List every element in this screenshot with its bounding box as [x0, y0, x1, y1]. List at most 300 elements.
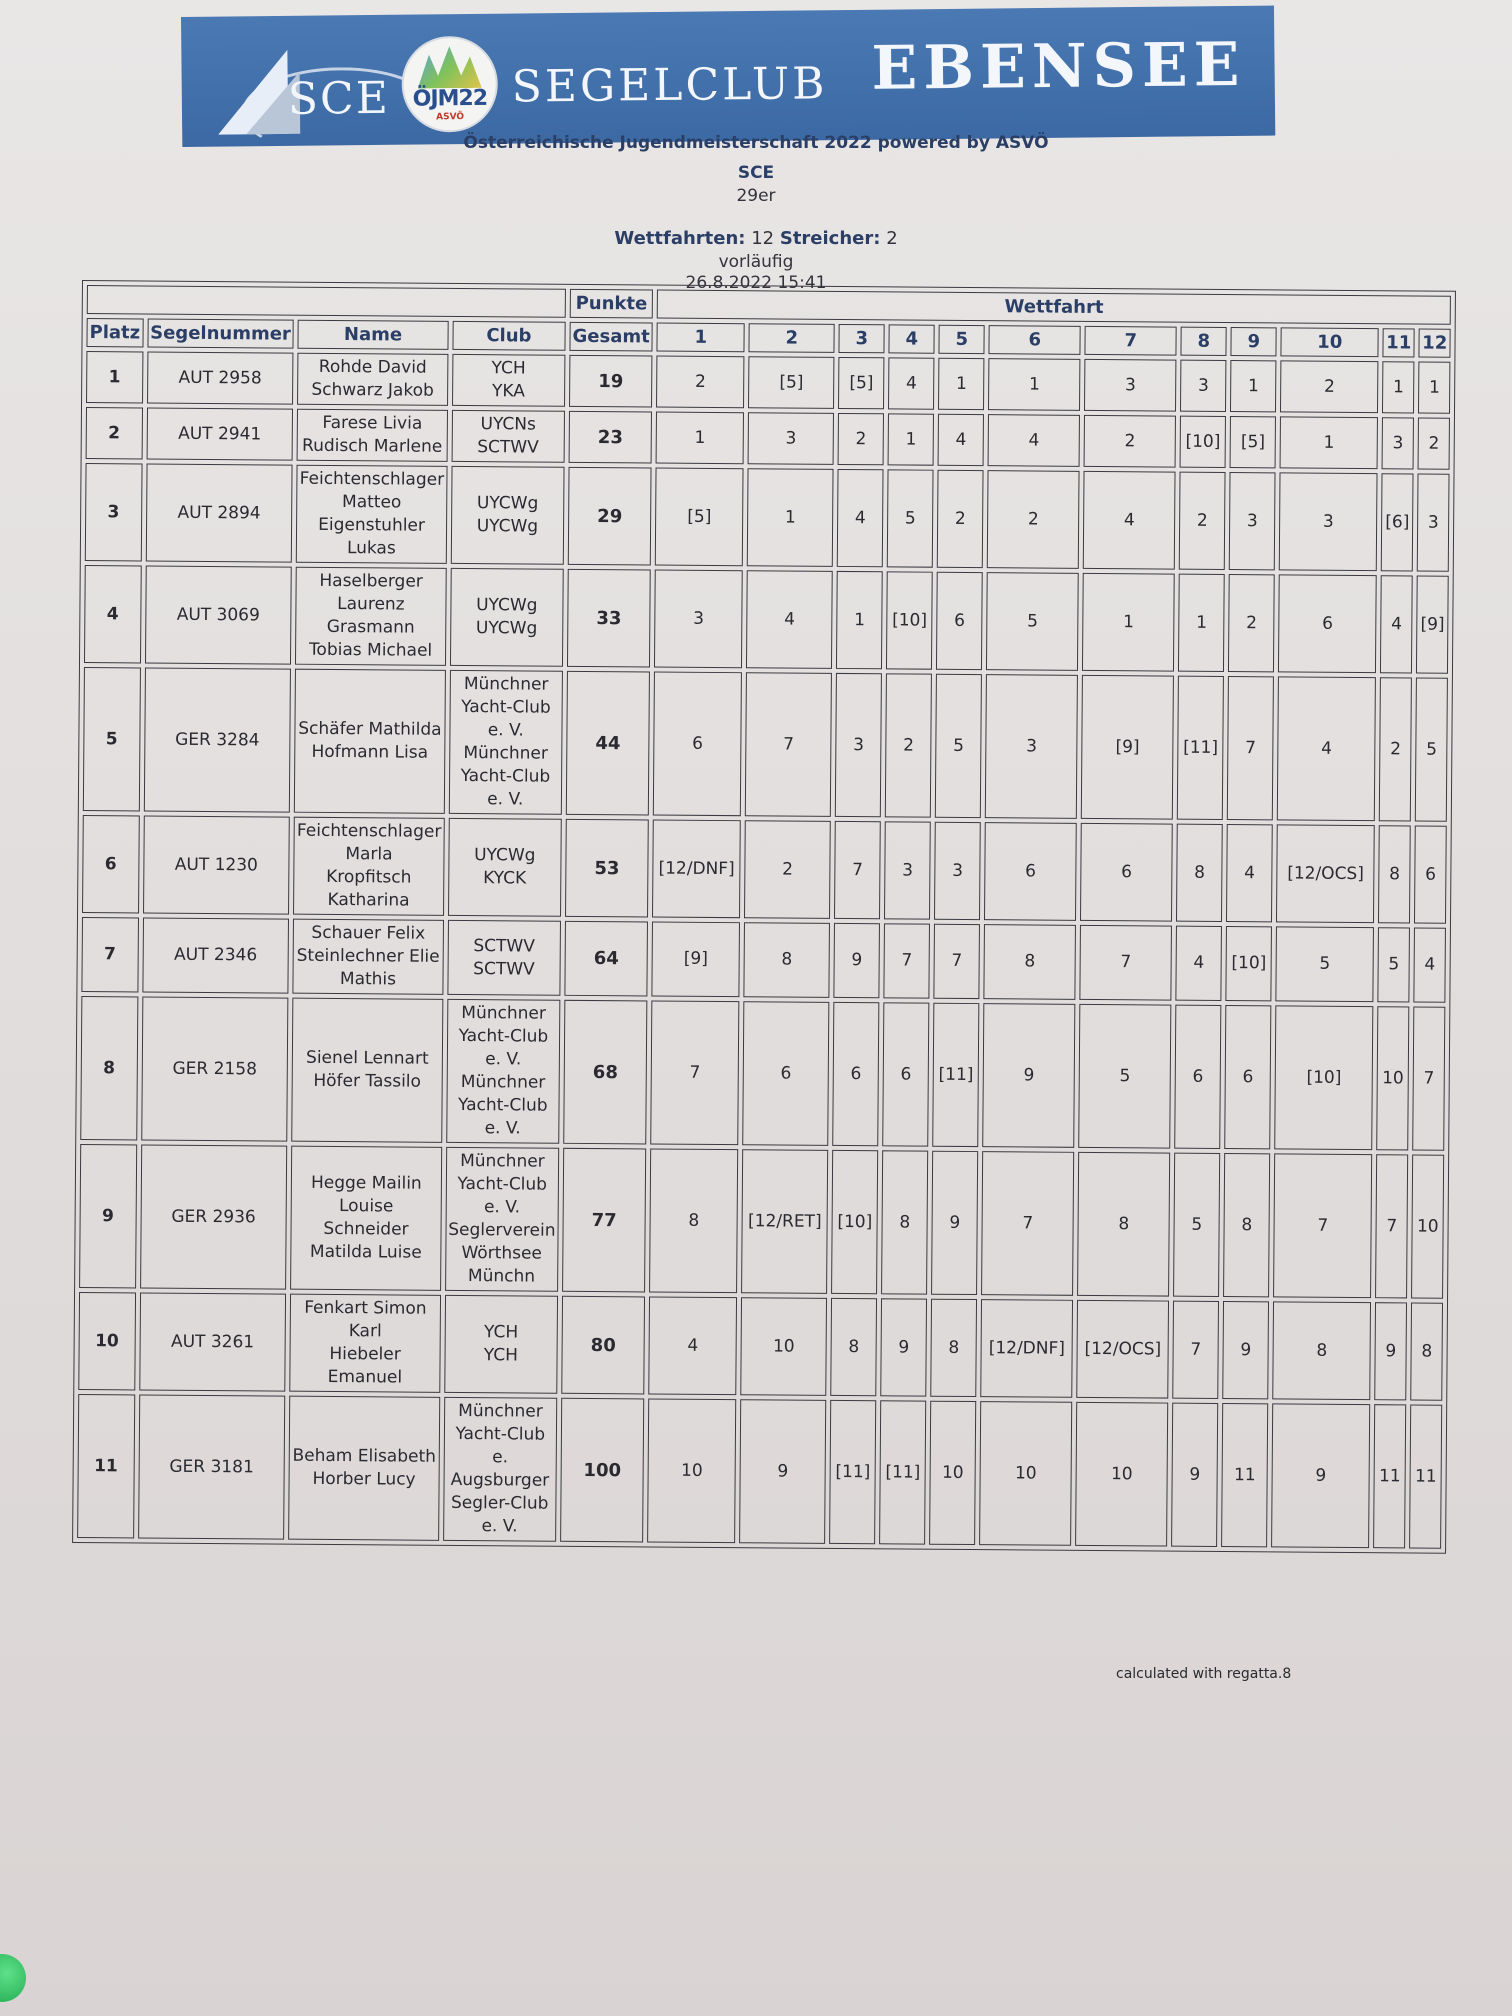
- name-cell: [288, 1396, 440, 1541]
- race-7-cell: 5: [1078, 1004, 1171, 1149]
- race-6-cell: [12/DNF]: [980, 1299, 1073, 1398]
- race-3-cell: 9: [834, 923, 881, 998]
- club-cell: [449, 670, 563, 815]
- race-6-cell: 7: [981, 1151, 1074, 1296]
- name-cell: [297, 409, 448, 462]
- race-8-cell: 5: [1173, 1153, 1220, 1297]
- race-5-cell: [11]: [932, 1003, 979, 1147]
- badge-text: ÖJM22: [412, 85, 488, 112]
- race-6-cell: 1: [988, 358, 1080, 411]
- name-cell-line: Farese Livia: [322, 412, 423, 434]
- table-row: [79, 1144, 1444, 1299]
- badge-sub-text: ASVÖ: [436, 112, 465, 123]
- club-cell-line: Münchner: [458, 1400, 543, 1422]
- total-points-cell: 29: [568, 467, 652, 566]
- club-cell-line: e. V.: [487, 720, 524, 741]
- col-race-3: 3: [839, 324, 885, 353]
- race-11-cell: [6]: [1381, 473, 1414, 571]
- table-row: [86, 351, 1451, 414]
- total-points-cell: 44: [566, 671, 650, 816]
- race-10-cell: 8: [1272, 1301, 1371, 1400]
- total-points-cell: 53: [565, 819, 649, 918]
- club-cell: [446, 999, 560, 1144]
- race-11-cell: 9: [1374, 1302, 1407, 1400]
- name-cell-line: Tobias Michael: [308, 639, 433, 661]
- club-cell-line: UYCWg: [475, 618, 538, 639]
- col-segelnummer: Segelnummer: [147, 319, 294, 349]
- name-cell-line: Horber Lucy: [312, 1468, 416, 1490]
- name-cell-line: Grasmann: [326, 616, 415, 638]
- name-cell-line: Steinlechner Elie: [296, 945, 440, 967]
- club-cell-line: UYCNs: [480, 414, 536, 435]
- result-date: 26.8.2022 15:41: [685, 273, 827, 293]
- race-6-cell: 5: [986, 572, 1079, 671]
- club-cell: [451, 410, 565, 463]
- race-7-cell: [12/OCS]: [1076, 1300, 1169, 1399]
- name-cell-line: Emanuel: [327, 1366, 403, 1388]
- race-11-cell: 1: [1382, 361, 1414, 413]
- race-1-cell: [9]: [652, 921, 741, 997]
- platz-cell: 2: [86, 407, 143, 459]
- discards-label: Streicher:: [779, 228, 881, 249]
- club-cell-line: Yacht-Club: [458, 1094, 548, 1116]
- race-7-cell: 7: [1080, 925, 1173, 1001]
- club-cell: [447, 920, 561, 996]
- race-9-cell: 3: [1229, 472, 1276, 570]
- race-6-cell: 3: [985, 674, 1078, 819]
- race-5-cell: 7: [934, 924, 981, 999]
- total-points-cell: 77: [562, 1148, 646, 1293]
- race-8-cell: 9: [1171, 1403, 1218, 1547]
- club-cell: [452, 354, 566, 407]
- club-cell-line: SCTWV: [477, 437, 539, 458]
- race-7-cell: 8: [1077, 1152, 1170, 1297]
- race-4-cell: 2: [885, 673, 932, 817]
- total-points-cell: 23: [569, 411, 653, 464]
- name-cell-line: Laurenz: [337, 594, 405, 615]
- name-cell-line: Matilda Luise: [309, 1241, 422, 1263]
- sail-number-cell: AUT 2958: [147, 352, 294, 405]
- race-2-cell: 8: [744, 922, 831, 998]
- name-cell-line: Schauer Felix: [311, 922, 426, 944]
- race-9-cell: 4: [1226, 824, 1273, 922]
- race-11-cell: 10: [1376, 1006, 1409, 1150]
- race-9-cell: 1: [1230, 360, 1276, 412]
- name-cell-line: Eigenstuhler: [318, 514, 426, 536]
- race-3-cell: 4: [837, 469, 884, 567]
- race-11-cell: 11: [1373, 1404, 1406, 1548]
- col-club: Club: [452, 321, 566, 351]
- race-7-cell: 6: [1080, 823, 1173, 922]
- name-cell: [293, 919, 444, 995]
- event-title: Österreichische Jugendmeisterschaft 2022 powered by ASVÖ: [463, 133, 1049, 153]
- race-2-cell: 4: [746, 570, 833, 669]
- club-cell-line: Yacht-Club: [461, 696, 551, 718]
- platz-cell: 5: [83, 667, 141, 811]
- platz-cell: 7: [81, 917, 138, 992]
- col-race-10: 10: [1281, 327, 1379, 357]
- race-7-cell: 2: [1084, 415, 1176, 468]
- race-9-cell: [5]: [1230, 416, 1276, 468]
- club-cell-line: Münchner: [460, 1071, 546, 1093]
- race-10-cell: 4: [1277, 676, 1376, 821]
- race-1-cell: [12/DNF]: [652, 820, 741, 919]
- race-5-cell: 8: [930, 1299, 977, 1397]
- race-11-cell: 2: [1379, 677, 1412, 821]
- race-12-cell: 1: [1418, 362, 1450, 414]
- club-name: SEGELCLUB: [511, 58, 828, 113]
- name-cell-line: Rudisch Marlene: [301, 435, 443, 457]
- name-cell-line: Matteo: [342, 492, 402, 513]
- race-4-cell: 5: [887, 469, 934, 567]
- race-6-cell: 8: [984, 924, 1077, 1000]
- race-12-cell: 10: [1411, 1154, 1444, 1298]
- table-row: [85, 463, 1450, 572]
- club-cell: [450, 568, 564, 667]
- sail-number-cell: GER 2936: [140, 1144, 288, 1289]
- col-race-12: 12: [1419, 329, 1451, 358]
- club-cell-line: e. V.: [481, 1516, 518, 1537]
- race-5-cell: 10: [929, 1401, 976, 1545]
- races-value: 12: [751, 228, 775, 249]
- race-2-cell: 6: [742, 1001, 829, 1146]
- club-cell-line: Augsburger: [450, 1469, 550, 1491]
- race-11-cell: 7: [1375, 1154, 1408, 1298]
- sail-number-cell: AUT 2941: [146, 408, 293, 461]
- name-cell: [290, 1146, 442, 1291]
- club-cell-line: Yacht-Club: [457, 1173, 548, 1195]
- race-9-cell: 7: [1227, 676, 1274, 820]
- race-11-cell: 3: [1382, 417, 1414, 469]
- table-row: [83, 667, 1448, 822]
- results-body: [77, 351, 1450, 1549]
- race-1-cell: 1: [656, 412, 744, 465]
- table-row: [78, 1292, 1443, 1401]
- col-race-2: 2: [749, 323, 835, 353]
- table-row: [81, 917, 1446, 1003]
- club-cell-line: UYCWg: [476, 516, 539, 537]
- ojm22-badge-icon: [401, 36, 498, 133]
- race-8-cell: 4: [1176, 926, 1223, 1001]
- table-row: [82, 815, 1447, 924]
- race-4-cell: 9: [880, 1298, 927, 1396]
- race-5-cell: 4: [938, 414, 984, 466]
- platz-cell: 11: [77, 1394, 135, 1538]
- race-8-cell: [11]: [1177, 676, 1224, 820]
- race-6-cell: 9: [982, 1003, 1075, 1148]
- discards-value: 2: [886, 228, 898, 249]
- race-11-cell: 8: [1378, 825, 1411, 923]
- host-club: SCE: [737, 163, 775, 183]
- name-cell-line: Mathis: [339, 969, 397, 990]
- race-11-cell: 4: [1380, 575, 1413, 673]
- race-4-cell: 1: [888, 413, 934, 465]
- race-3-cell: 7: [834, 821, 881, 919]
- name-cell: [294, 669, 446, 814]
- race-8-cell: 1: [1178, 574, 1225, 672]
- race-8-cell: 2: [1179, 472, 1226, 570]
- footer-credit: calculated with regatta.8: [1116, 1666, 1292, 1682]
- platz-cell: 3: [85, 463, 142, 561]
- race-3-cell: 1: [836, 571, 883, 669]
- club-cell-line: UYCWg: [474, 845, 536, 866]
- race-8-cell: [10]: [1180, 416, 1226, 468]
- club-cell: [445, 1147, 559, 1292]
- results-table-wrapper: [72, 280, 1456, 1554]
- col-race-9: 9: [1231, 327, 1277, 356]
- race-3-cell: [10]: [831, 1150, 878, 1294]
- race-2-cell: 7: [745, 672, 832, 817]
- name-cell: [297, 353, 448, 406]
- table-row: [84, 565, 1449, 674]
- sail-number-cell: AUT 3261: [139, 1292, 286, 1391]
- boat-class: 29er: [736, 186, 776, 206]
- race-1-cell: 2: [656, 356, 744, 409]
- sce-logo-text: SCE: [287, 72, 391, 125]
- race-5-cell: 1: [938, 358, 984, 410]
- race-4-cell: 8: [881, 1150, 928, 1294]
- race-10-cell: 7: [1273, 1153, 1372, 1298]
- name-cell-line: Sienel Lennart: [305, 1047, 429, 1069]
- race-12-cell: 4: [1414, 927, 1447, 1002]
- col-race-4: 4: [889, 324, 935, 353]
- sail-number-cell: AUT 3069: [145, 566, 292, 665]
- race-10-cell: 9: [1271, 1403, 1370, 1548]
- race-7-cell: [9]: [1081, 675, 1174, 820]
- name-cell: [290, 1294, 441, 1393]
- sail-number-cell: AUT 2894: [145, 464, 292, 563]
- col-race-11: 11: [1383, 328, 1415, 357]
- club-cell-line: Münchn: [467, 1266, 536, 1287]
- race-3-cell: [11]: [829, 1400, 876, 1544]
- race-4-cell: 3: [884, 821, 931, 919]
- race-8-cell: 3: [1180, 360, 1226, 412]
- total-points-cell: 64: [564, 921, 648, 997]
- name-cell-line: Fenkart Simon: [304, 1297, 427, 1319]
- club-cell-line: Yacht-Club: [455, 1423, 546, 1445]
- race-2-cell: [5]: [748, 356, 834, 409]
- name-cell-line: Hofmann Lisa: [311, 741, 429, 763]
- club-cell-line: Segler-Club: [450, 1492, 549, 1514]
- club-cell-line: Münchner: [463, 674, 549, 695]
- race-1-cell: 10: [647, 1398, 736, 1543]
- club-cell-line: Münchner: [461, 1003, 546, 1024]
- name-cell-line: Feichtenschlager: [299, 468, 445, 490]
- race-3-cell: 2: [838, 413, 884, 465]
- race-10-cell: 6: [1278, 574, 1377, 673]
- race-6-cell: 4: [988, 414, 1080, 467]
- race-9-cell: 8: [1223, 1153, 1270, 1297]
- race-2-cell: 1: [747, 468, 834, 567]
- club-city: EBENSEE: [871, 29, 1246, 104]
- club-cell-line: SCTWV: [473, 958, 535, 980]
- total-points-cell: 80: [561, 1296, 645, 1395]
- race-5-cell: 3: [934, 822, 981, 920]
- club-cell-line: Seglerverein: [448, 1219, 556, 1241]
- club-cell-line: KYCK: [483, 868, 527, 889]
- race-8-cell: 7: [1172, 1301, 1219, 1399]
- race-2-cell: 10: [740, 1297, 827, 1396]
- club-cell-line: YCH: [483, 1345, 519, 1366]
- race-11-cell: 5: [1378, 927, 1411, 1002]
- race-6-cell: 2: [987, 470, 1080, 569]
- club-cell: [450, 466, 564, 565]
- club-cell-line: YKA: [491, 381, 525, 402]
- race-2-cell: [12/RET]: [741, 1149, 828, 1294]
- col-gesamt: Gesamt: [569, 322, 652, 352]
- name-cell-line: Hiebeler: [329, 1343, 401, 1365]
- club-cell-line: e. V.: [485, 1049, 522, 1070]
- race-4-cell: 4: [888, 357, 934, 409]
- race-6-cell: 10: [979, 1401, 1072, 1546]
- race-4-cell: [11]: [879, 1400, 926, 1544]
- race-10-cell: [10]: [1274, 1005, 1373, 1150]
- race-10-cell: 2: [1280, 360, 1378, 413]
- race-3-cell: [5]: [838, 357, 884, 409]
- race-10-cell: 5: [1276, 926, 1375, 1002]
- race-5-cell: 2: [937, 470, 984, 568]
- race-7-cell: 10: [1075, 1402, 1168, 1547]
- race-7-cell: 4: [1083, 471, 1176, 570]
- table-row: [77, 1394, 1442, 1549]
- col-name: Name: [298, 320, 449, 350]
- name-cell: [296, 465, 447, 564]
- race-4-cell: 7: [884, 923, 931, 998]
- race-10-cell: 1: [1280, 416, 1378, 469]
- platz-cell: 6: [82, 815, 139, 913]
- sail-number-cell: AUT 2346: [142, 917, 289, 993]
- sail-number-cell: GER 3284: [143, 668, 291, 813]
- club-cell-line: YCH: [491, 358, 526, 379]
- races-summary: [0, 228, 1512, 249]
- club-cell-line: e.: [492, 1447, 509, 1468]
- club-banner: [181, 6, 1275, 147]
- race-10-cell: [12/OCS]: [1276, 824, 1375, 923]
- total-points-cell: 100: [560, 1398, 644, 1543]
- result-status: vorläufig: [718, 252, 794, 272]
- race-4-cell: [10]: [886, 571, 933, 669]
- name-cell-line: Höfer Tassilo: [313, 1070, 422, 1092]
- race-8-cell: 6: [1174, 1005, 1221, 1149]
- race-12-cell: [9]: [1416, 575, 1449, 673]
- race-7-cell: 3: [1084, 359, 1176, 412]
- platz-cell: 8: [80, 996, 138, 1140]
- sail-number-cell: AUT 1230: [143, 815, 290, 914]
- race-12-cell: 5: [1415, 677, 1448, 821]
- race-1-cell: [5]: [655, 468, 744, 567]
- race-9-cell: 2: [1228, 574, 1275, 672]
- platz-cell: 10: [78, 1292, 135, 1390]
- name-cell-line: Beham Elisabeth: [292, 1445, 437, 1467]
- race-3-cell: 8: [830, 1298, 877, 1396]
- table-row: [80, 996, 1445, 1151]
- col-race-6: 6: [989, 325, 1081, 355]
- race-12-cell: 6: [1414, 825, 1447, 923]
- col-race-1: 1: [657, 323, 745, 353]
- race-12-cell: 8: [1410, 1302, 1443, 1400]
- club-cell-line: Wörthsee: [461, 1243, 542, 1264]
- col-platz: Platz: [86, 318, 143, 347]
- race-9-cell: 11: [1221, 1403, 1268, 1547]
- header-blank: [87, 285, 566, 318]
- club-cell-line: e. V.: [483, 1197, 521, 1218]
- col-race-5: 5: [939, 325, 985, 354]
- wettfahrt-header: Wettfahrt: [657, 290, 1451, 325]
- platz-cell: 1: [86, 351, 143, 403]
- col-race-8: 8: [1181, 327, 1227, 356]
- total-points-cell: 68: [563, 1000, 647, 1145]
- club-cell-line: Yacht-Club: [458, 1025, 549, 1047]
- name-cell-line: Karl: [348, 1321, 382, 1342]
- race-2-cell: 9: [739, 1399, 826, 1544]
- name-cell-line: Schwarz Jakob: [311, 379, 434, 401]
- results-table: [72, 280, 1456, 1554]
- race-9-cell: 6: [1224, 1005, 1271, 1149]
- race-12-cell: 7: [1412, 1006, 1445, 1150]
- club-cell-line: YCH: [483, 1322, 519, 1343]
- club-cell-line: Yacht-Club: [460, 765, 551, 787]
- club-cell-line: Münchner: [460, 1150, 545, 1172]
- sail-number-cell: GER 2158: [141, 996, 289, 1141]
- race-9-cell: 9: [1222, 1301, 1269, 1399]
- race-9-cell: [10]: [1226, 926, 1273, 1001]
- club-cell-line: UYCWg: [476, 595, 538, 616]
- name-cell-line: Lukas: [346, 538, 396, 559]
- club-cell-line: Münchner: [463, 743, 548, 764]
- race-2-cell: 2: [744, 820, 831, 919]
- punkte-header: Punkte: [570, 289, 653, 319]
- race-8-cell: 8: [1176, 824, 1223, 922]
- name-cell-line: Marla: [345, 844, 393, 865]
- race-1-cell: 6: [653, 672, 742, 817]
- race-12-cell: 3: [1417, 473, 1450, 571]
- race-5-cell: 6: [936, 572, 983, 670]
- club-cell: [444, 1295, 558, 1394]
- race-2-cell: 3: [748, 412, 834, 465]
- race-1-cell: 7: [650, 1000, 739, 1145]
- race-12-cell: 11: [1409, 1404, 1442, 1548]
- name-cell-line: Louise: [338, 1196, 394, 1217]
- race-6-cell: 6: [984, 822, 1077, 921]
- club-cell: [448, 818, 562, 917]
- platz-cell: 9: [79, 1144, 137, 1288]
- name-cell-line: Hegge Mailin: [310, 1172, 422, 1194]
- name-cell-line: Schneider: [323, 1218, 409, 1240]
- name-cell-line: Schäfer Mathilda: [298, 718, 442, 740]
- table-row: [86, 407, 1451, 470]
- club-cell-line: SCTWV: [473, 935, 535, 957]
- race-5-cell: 9: [931, 1151, 978, 1295]
- name-cell: [292, 998, 444, 1143]
- sail-number-cell: GER 3181: [138, 1394, 286, 1539]
- club-cell-line: e. V.: [487, 789, 524, 810]
- name-cell-line: Rohde David: [318, 356, 427, 378]
- mountain-peaks-icon: [417, 46, 481, 89]
- name-cell: [293, 817, 444, 916]
- name-cell-line: Kropfitsch: [326, 866, 412, 888]
- race-3-cell: 6: [832, 1002, 879, 1146]
- name-cell-line: Katharina: [327, 889, 410, 911]
- name-cell-line: Haselberger: [319, 570, 423, 592]
- race-1-cell: 3: [654, 570, 743, 669]
- total-points-cell: 33: [567, 569, 651, 668]
- race-4-cell: 6: [882, 1002, 929, 1146]
- race-1-cell: 8: [649, 1148, 738, 1293]
- race-10-cell: 3: [1279, 472, 1378, 571]
- club-cell-line: e. V.: [484, 1118, 521, 1139]
- race-12-cell: 2: [1418, 417, 1450, 469]
- total-points-cell: 19: [569, 355, 653, 408]
